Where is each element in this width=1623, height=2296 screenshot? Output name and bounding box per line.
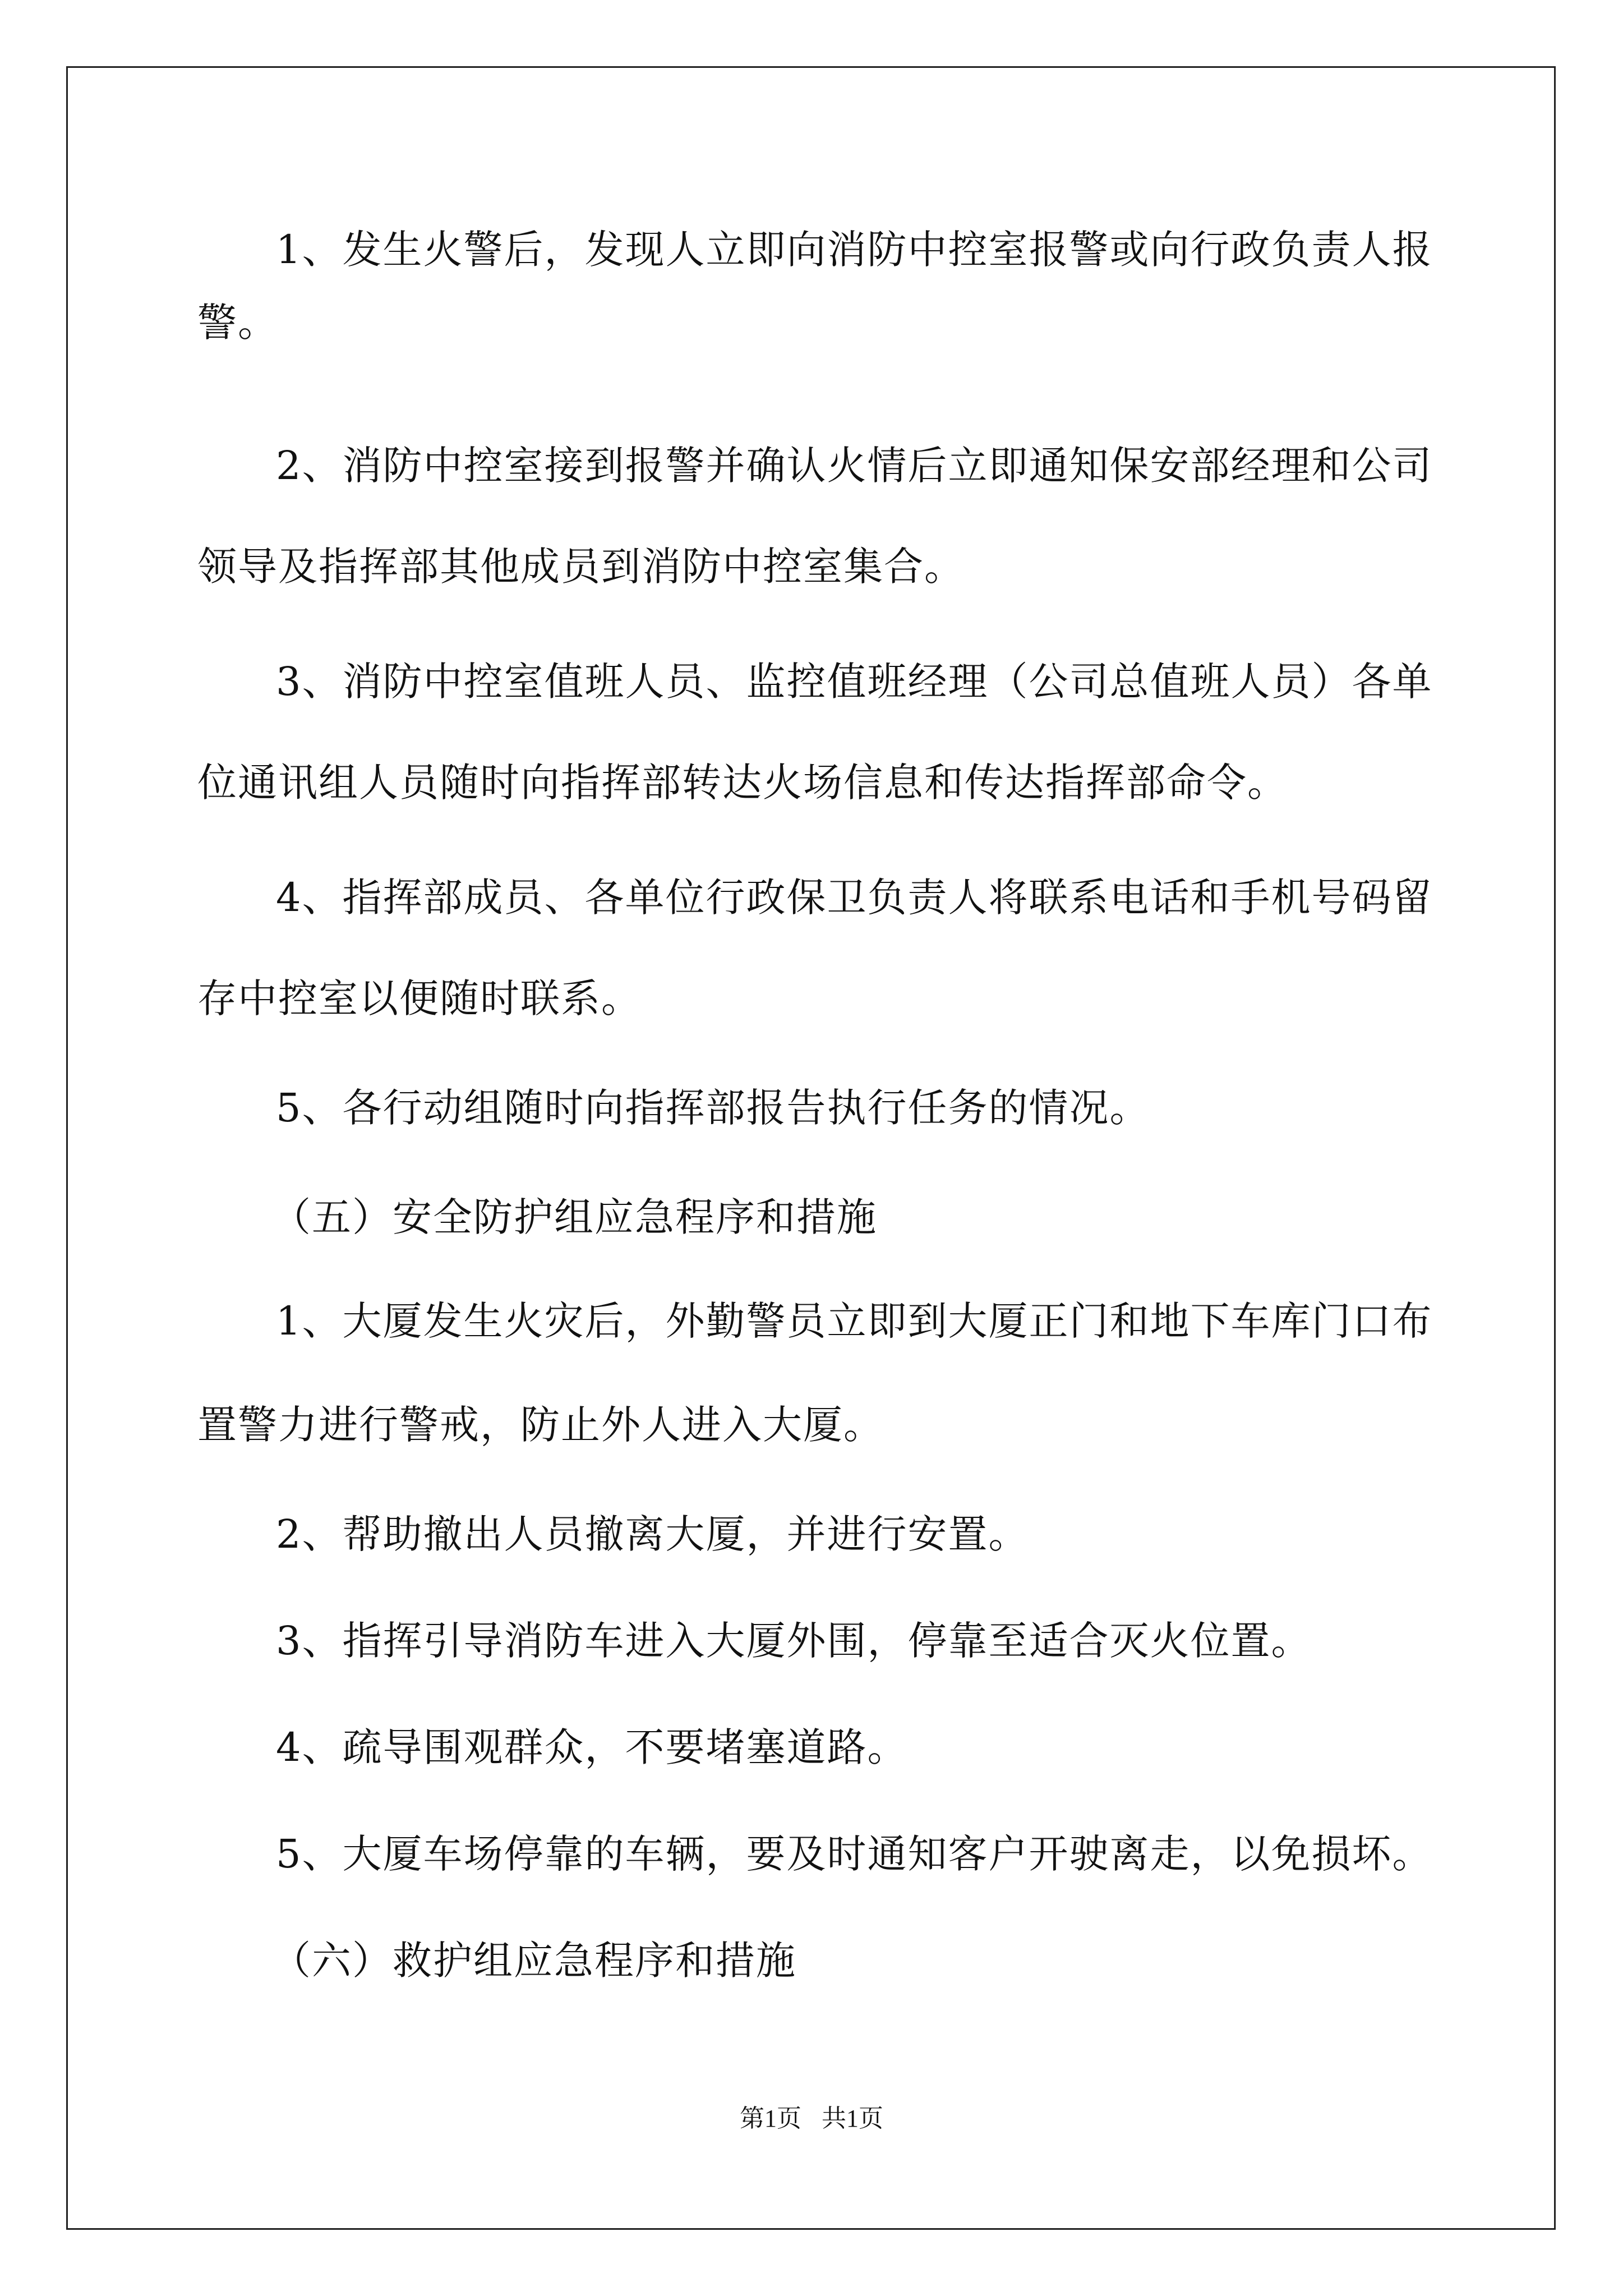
- paragraph-line: 2、帮助撤出人员撤离大厦，并进行安置。: [276, 1511, 1029, 1557]
- paragraph-line: 1、发生火警后，发现人立即向消防中控室报警或向行政负责人报: [276, 227, 1433, 273]
- paragraph-line: 4、疏导围观群众，不要堵塞道路。: [276, 1724, 908, 1770]
- paragraph-line: 警。: [197, 300, 278, 346]
- paragraph-line: 1、大厦发生火灾后，外勤警员立即到大厦正门和地下车库门口布: [276, 1298, 1433, 1344]
- paragraph-line: 3、消防中控室值班人员、监控值班经理（公司总值班人员）各单: [276, 659, 1433, 705]
- paragraph-line: 领导及指挥部其他成员到消防中控室集合。: [197, 544, 965, 590]
- section-heading: （五）安全防护组应急程序和措施: [271, 1194, 877, 1240]
- page-total: 共1页: [822, 2105, 883, 2132]
- paragraph-line: 置警力进行警戒，防止外人进入大厦。: [197, 1402, 884, 1448]
- paragraph-line: 3、指挥引导消防车进入大厦外围，停靠至适合灭火位置。: [276, 1618, 1312, 1664]
- section-heading: （六）救护组应急程序和措施: [271, 1938, 796, 1984]
- page-footer: [0, 2098, 1623, 2134]
- paragraph-line: 存中控室以便随时联系。: [197, 976, 642, 1022]
- paragraph-line: 2、消防中控室接到报警并确认火情后立即通知保安部经理和公司: [276, 443, 1433, 489]
- paragraph-line: 4、指挥部成员、各单位行政保卫负责人将联系电话和手机号码留: [276, 875, 1433, 921]
- paragraph-line: 5、大厦车场停靠的车辆，要及时通知客户开驶离走，以免损坏。: [276, 1831, 1433, 1877]
- page-border: [66, 66, 1556, 2230]
- paragraph-line: 位通讯组人员随时向指挥部转达火场信息和传达指挥部命令。: [197, 760, 1288, 806]
- page-number: 第1页: [740, 2105, 801, 2132]
- paragraph-line: 5、各行动组随时向指挥部报告执行任务的情况。: [276, 1085, 1150, 1131]
